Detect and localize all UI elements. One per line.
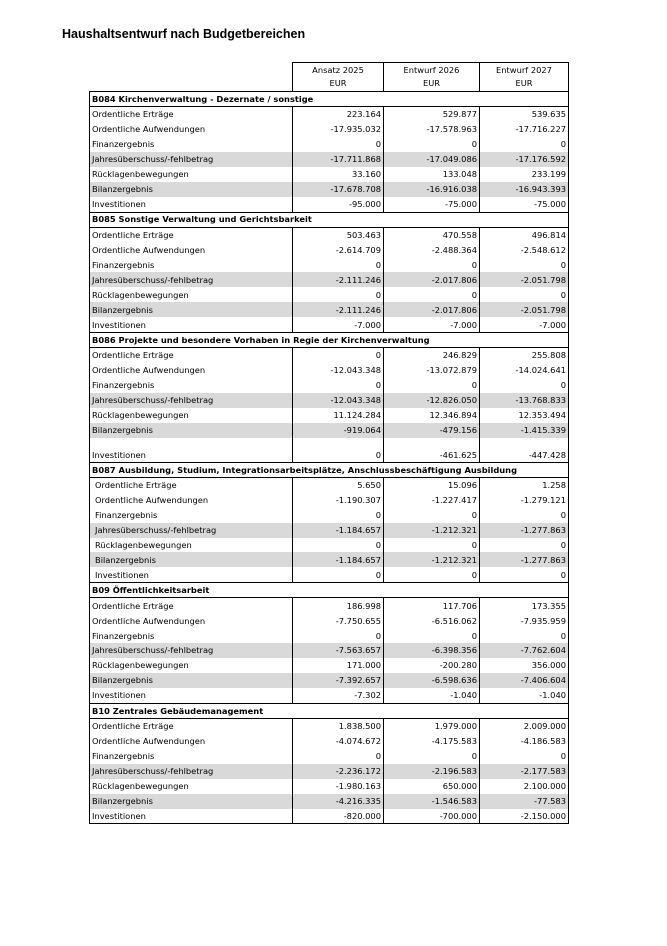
row-label: Jahresüberschuss/-fehlbetrag	[90, 764, 293, 779]
value-cell: -6.598.636	[384, 673, 480, 688]
value-cell: -13.768.833	[480, 393, 569, 408]
table-row	[90, 508, 569, 523]
value-cell: 356.000	[480, 658, 569, 673]
value-cell: 0	[293, 508, 384, 523]
row-label: Investitionen	[90, 567, 293, 582]
row-label: Bilanzergebnis	[90, 552, 293, 567]
table-row	[90, 438, 569, 463]
row-label: Bilanzergebnis	[90, 794, 293, 809]
value-cell: 529.877	[384, 107, 480, 122]
value-cell: 5.650	[293, 477, 384, 492]
value-cell: 0	[384, 628, 480, 643]
value-cell: -919.064	[293, 423, 384, 438]
value-cell: 0	[480, 567, 569, 582]
table-row	[90, 423, 569, 438]
row-label: Bilanzergebnis	[90, 302, 293, 317]
value-cell: -2.017.806	[384, 272, 480, 287]
value-cell: -200.280	[384, 658, 480, 673]
row-label: Finanzergebnis	[90, 508, 293, 523]
table-row	[90, 658, 569, 673]
value-cell: -17.176.592	[480, 152, 569, 167]
value-cell: 255.808	[480, 348, 569, 363]
row-label: Jahresüberschuss/-fehlbetrag	[90, 272, 293, 287]
value-cell: -7.000	[384, 317, 480, 332]
table-row	[90, 408, 569, 423]
value-cell: -4.074.672	[293, 734, 384, 749]
table-row	[90, 317, 569, 332]
value-cell: 2.009.000	[480, 718, 569, 733]
row-label: Finanzergebnis	[90, 749, 293, 764]
value-cell: -75.000	[384, 197, 480, 212]
column-header-unit: EUR	[515, 78, 533, 88]
value-cell: 0	[384, 378, 480, 393]
value-cell: -2.614.709	[293, 243, 384, 258]
table-row	[90, 538, 569, 553]
table-row	[90, 764, 569, 779]
table-row	[90, 257, 569, 272]
row-label: Finanzergebnis	[90, 378, 293, 393]
section-heading: B085 Sonstige Verwaltung und Gerichtsbarkeit	[90, 212, 569, 227]
table-row	[90, 348, 569, 363]
value-cell: 33.160	[293, 167, 384, 182]
value-cell: -17.935.032	[293, 122, 384, 137]
table-row	[90, 613, 569, 628]
value-cell: -7.750.655	[293, 613, 384, 628]
row-label: Investitionen	[90, 197, 293, 212]
value-cell: -2.111.246	[293, 272, 384, 287]
value-cell: -1.212.321	[384, 523, 480, 538]
value-cell: 0	[293, 538, 384, 553]
budget-table	[89, 62, 569, 824]
value-cell: -7.392.657	[293, 673, 384, 688]
value-cell: 246.829	[384, 348, 480, 363]
row-label: Rücklagenbewegungen	[90, 167, 293, 182]
section-heading: B086 Projekte und besondere Vorhaben in Regie der Kirchenverwaltung	[90, 333, 569, 348]
row-label: Ordentliche Aufwendungen	[90, 122, 293, 137]
table-row	[90, 197, 569, 212]
table-row	[90, 794, 569, 809]
value-cell: 0	[293, 137, 384, 152]
value-cell: 0	[384, 257, 480, 272]
value-cell: 650.000	[384, 779, 480, 794]
value-cell: -7.762.604	[480, 643, 569, 658]
value-cell: 223.164	[293, 107, 384, 122]
table-row	[90, 477, 569, 492]
row-label: Ordentliche Aufwendungen	[90, 243, 293, 258]
value-cell: -1.415.339	[480, 423, 569, 438]
value-cell: -1.227.417	[384, 493, 480, 508]
header-blank-cell	[90, 63, 293, 92]
value-cell: -461.625	[384, 438, 480, 463]
value-cell: 496.814	[480, 227, 569, 242]
column-header-year: Ansatz 2025	[312, 65, 364, 75]
row-label: Rücklagenbewegungen	[90, 538, 293, 553]
table-row	[90, 493, 569, 508]
value-cell: 0	[384, 287, 480, 302]
row-label: Ordentliche Erträge	[90, 227, 293, 242]
value-cell: -1.184.657	[293, 552, 384, 567]
value-cell: -12.043.348	[293, 393, 384, 408]
value-cell: -1.184.657	[293, 523, 384, 538]
row-label: Jahresüberschuss/-fehlbetrag	[90, 523, 293, 538]
section-header-row	[90, 462, 569, 477]
row-label: Bilanzergebnis	[90, 423, 293, 438]
value-cell: 0	[293, 567, 384, 582]
row-label: Rücklagenbewegungen	[90, 287, 293, 302]
column-header-unit: EUR	[422, 78, 441, 88]
value-cell: -4.175.583	[384, 734, 480, 749]
table-row	[90, 809, 569, 824]
row-label: Jahresüberschuss/-fehlbetrag	[90, 393, 293, 408]
row-label: Investitionen	[90, 809, 293, 824]
column-header-year: Entwurf 2027	[496, 65, 552, 75]
value-cell: -17.578.963	[384, 122, 480, 137]
value-cell: 0	[384, 749, 480, 764]
section-heading: B09 Öffentlichkeitsarbeit	[90, 583, 569, 598]
table-row	[90, 567, 569, 582]
row-label: Finanzergebnis	[90, 257, 293, 272]
value-cell: -1.277.863	[480, 523, 569, 538]
value-cell: 0	[384, 137, 480, 152]
value-cell: 15.096	[384, 477, 480, 492]
table-row	[90, 523, 569, 538]
row-label: Ordentliche Erträge	[90, 107, 293, 122]
value-cell: -2.051.798	[480, 272, 569, 287]
value-cell: -2.051.798	[480, 302, 569, 317]
column-header-entwurf-2027	[480, 63, 569, 92]
value-cell: 0	[480, 538, 569, 553]
value-cell: 171.000	[293, 658, 384, 673]
value-cell: -7.302	[293, 688, 384, 703]
table-row	[90, 598, 569, 613]
value-cell: -75.000	[480, 197, 569, 212]
table-row	[90, 122, 569, 137]
section-heading: B10 Zentrales Gebäudemanagement	[90, 703, 569, 718]
value-cell: -17.678.708	[293, 182, 384, 197]
row-label: Finanzergebnis	[90, 137, 293, 152]
column-header-ansatz-2025	[293, 63, 384, 92]
table-row	[90, 643, 569, 658]
row-label: Bilanzergebnis	[90, 673, 293, 688]
table-row	[90, 152, 569, 167]
value-cell: -1.190.307	[293, 493, 384, 508]
table-row	[90, 107, 569, 122]
value-cell: 0	[293, 749, 384, 764]
value-cell: -1.277.863	[480, 552, 569, 567]
row-label: Jahresüberschuss/-fehlbetrag	[90, 643, 293, 658]
value-cell: -2.236.172	[293, 764, 384, 779]
value-cell: 0	[480, 137, 569, 152]
table-row	[90, 167, 569, 182]
section-header-row	[90, 703, 569, 718]
value-cell: -17.711.868	[293, 152, 384, 167]
table-row	[90, 243, 569, 258]
row-label: Bilanzergebnis	[90, 182, 293, 197]
value-cell: -2.488.364	[384, 243, 480, 258]
table-row	[90, 182, 569, 197]
value-cell: 0	[480, 628, 569, 643]
table-row	[90, 734, 569, 749]
row-label: Investitionen	[90, 438, 293, 463]
table-row	[90, 302, 569, 317]
value-cell: 0	[293, 628, 384, 643]
value-cell: 0	[293, 438, 384, 463]
value-cell: -700.000	[384, 809, 480, 824]
value-cell: 0	[293, 287, 384, 302]
value-cell: 0	[384, 567, 480, 582]
column-header-unit: EUR	[329, 78, 347, 88]
section-heading: B084 Kirchenverwaltung - Dezernate / sonstige	[90, 92, 569, 107]
value-cell: 233.199	[480, 167, 569, 182]
table-row	[90, 718, 569, 733]
value-cell: -12.826.050	[384, 393, 480, 408]
section-header-row	[90, 333, 569, 348]
value-cell: -77.583	[480, 794, 569, 809]
value-cell: -2.177.583	[480, 764, 569, 779]
section-header-row	[90, 583, 569, 598]
value-cell: -16.943.393	[480, 182, 569, 197]
row-label: Ordentliche Erträge	[90, 348, 293, 363]
value-cell: -7.563.657	[293, 643, 384, 658]
value-cell: -7.000	[480, 317, 569, 332]
value-cell: 12.353.494	[480, 408, 569, 423]
table-row	[90, 779, 569, 794]
value-cell: -4.216.335	[293, 794, 384, 809]
column-header-entwurf-2026	[384, 63, 480, 92]
value-cell: -6.398.356	[384, 643, 480, 658]
value-cell: 470.558	[384, 227, 480, 242]
value-cell: 1.258	[480, 477, 569, 492]
value-cell: -1.546.583	[384, 794, 480, 809]
value-cell: 0	[293, 378, 384, 393]
row-label: Ordentliche Aufwendungen	[90, 734, 293, 749]
value-cell: -7.406.604	[480, 673, 569, 688]
value-cell: -7.000	[293, 317, 384, 332]
table-row	[90, 363, 569, 378]
value-cell: -820.000	[293, 809, 384, 824]
value-cell: 117.706	[384, 598, 480, 613]
table-row	[90, 287, 569, 302]
row-label: Ordentliche Erträge	[90, 477, 293, 492]
row-label: Ordentliche Aufwendungen	[90, 363, 293, 378]
table-row	[90, 673, 569, 688]
value-cell: -1.279.121	[480, 493, 569, 508]
row-label: Ordentliche Aufwendungen	[90, 493, 293, 508]
page-title: Haushaltsentwurf nach Budgetbereichen	[62, 27, 306, 41]
table-row	[90, 378, 569, 393]
row-label: Rücklagenbewegungen	[90, 658, 293, 673]
table-row	[90, 137, 569, 152]
row-label: Finanzergebnis	[90, 628, 293, 643]
value-cell: -479.156	[384, 423, 480, 438]
row-label: Ordentliche Aufwendungen	[90, 613, 293, 628]
row-label: Investitionen	[90, 688, 293, 703]
value-cell: -6.516.062	[384, 613, 480, 628]
table-row	[90, 227, 569, 242]
section-header-row	[90, 92, 569, 107]
value-cell: 0	[480, 287, 569, 302]
table-row	[90, 688, 569, 703]
column-header-year: Entwurf 2026	[403, 65, 460, 75]
value-cell: 2.100.000	[480, 779, 569, 794]
row-label: Ordentliche Erträge	[90, 598, 293, 613]
value-cell: 0	[480, 257, 569, 272]
row-label: Jahresüberschuss/-fehlbetrag	[90, 152, 293, 167]
table-row	[90, 628, 569, 643]
value-cell: -14.024.641	[480, 363, 569, 378]
table-row	[90, 393, 569, 408]
table-row	[90, 272, 569, 287]
value-cell: 0	[384, 508, 480, 523]
value-cell: -95.000	[293, 197, 384, 212]
table-row	[90, 552, 569, 567]
value-cell: 11.124.284	[293, 408, 384, 423]
value-cell: 539.635	[480, 107, 569, 122]
value-cell: -2.548.612	[480, 243, 569, 258]
value-cell: -1.212.321	[384, 552, 480, 567]
value-cell: -2.150.000	[480, 809, 569, 824]
row-label: Investitionen	[90, 317, 293, 332]
value-cell: -447.428	[480, 438, 569, 463]
value-cell: -4.186.583	[480, 734, 569, 749]
value-cell: 173.355	[480, 598, 569, 613]
row-label: Rücklagenbewegungen	[90, 779, 293, 794]
value-cell: -2.196.583	[384, 764, 480, 779]
value-cell: 0	[293, 257, 384, 272]
value-cell: 186.998	[293, 598, 384, 613]
value-cell: -16.916.038	[384, 182, 480, 197]
value-cell: 1.838.500	[293, 718, 384, 733]
section-header-row	[90, 212, 569, 227]
row-label: Rücklagenbewegungen	[90, 408, 293, 423]
value-cell: -2.017.806	[384, 302, 480, 317]
value-cell: 503.463	[293, 227, 384, 242]
value-cell: 133.048	[384, 167, 480, 182]
value-cell: 0	[480, 378, 569, 393]
table-row	[90, 749, 569, 764]
value-cell: -13.072.879	[384, 363, 480, 378]
value-cell: -12.043.348	[293, 363, 384, 378]
value-cell: 0	[480, 749, 569, 764]
value-cell: -1.040	[384, 688, 480, 703]
row-label: Ordentliche Erträge	[90, 718, 293, 733]
value-cell: -2.111.246	[293, 302, 384, 317]
section-heading: B087 Ausbildung, Studium, Integrationsarbeitsplätze, Anschlussbeschäftigung Ausbildung	[90, 462, 569, 477]
value-cell: 0	[293, 348, 384, 363]
value-cell: -17.049.086	[384, 152, 480, 167]
value-cell: 0	[480, 508, 569, 523]
value-cell: -7.935.959	[480, 613, 569, 628]
value-cell: -1.980.163	[293, 779, 384, 794]
value-cell: 0	[384, 538, 480, 553]
value-cell: 1.979.000	[384, 718, 480, 733]
value-cell: 12.346.894	[384, 408, 480, 423]
value-cell: -1.040	[480, 688, 569, 703]
column-header-row	[90, 63, 569, 92]
value-cell: -17.716.227	[480, 122, 569, 137]
